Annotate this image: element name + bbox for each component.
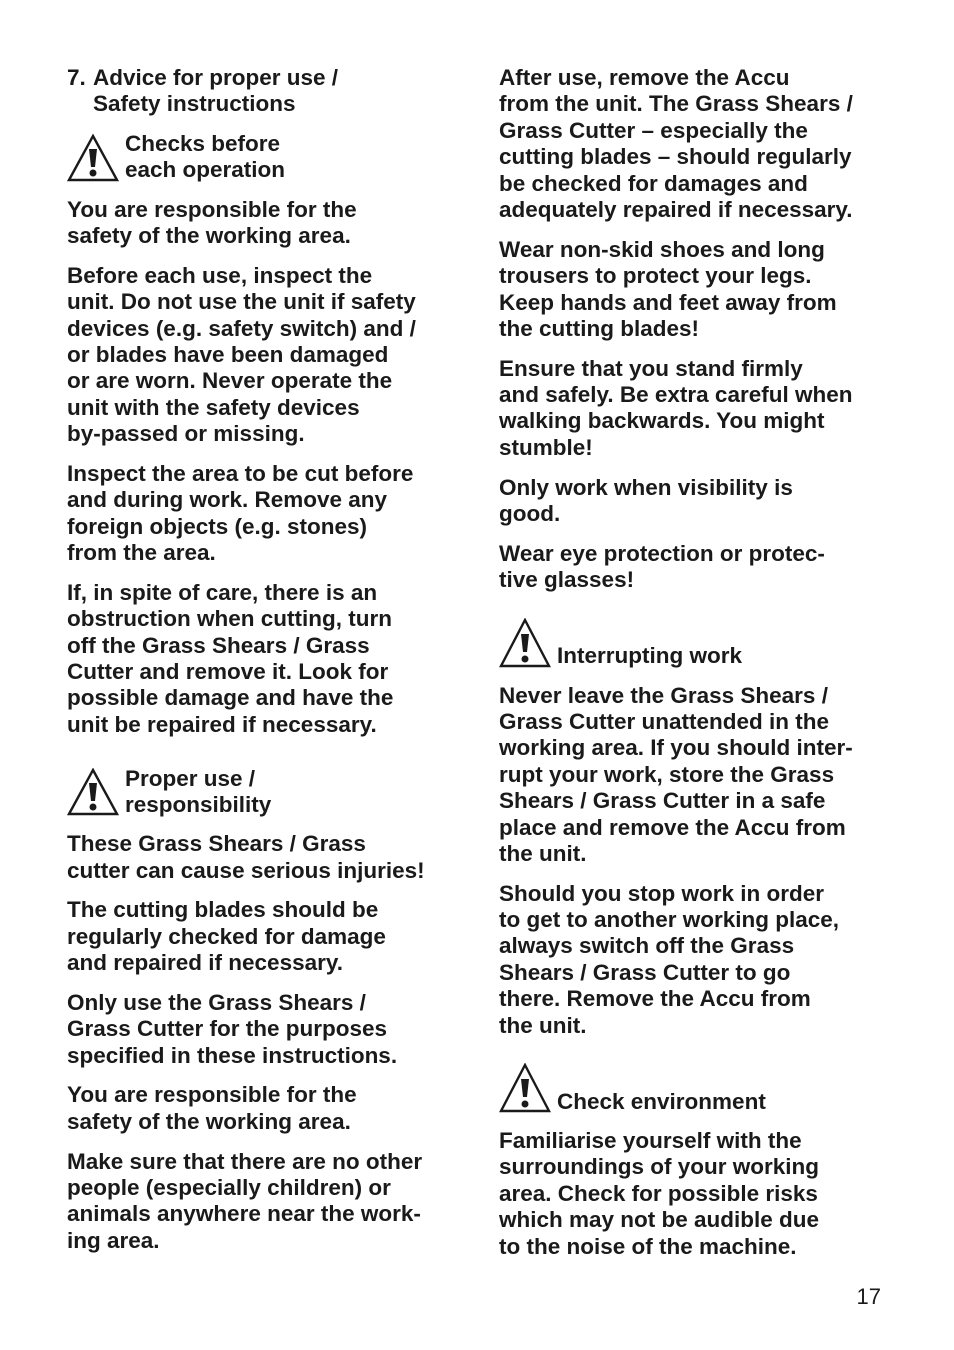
spacer [67,752,459,766]
left-column [67,65,459,1268]
warning-icon [67,134,125,184]
paragraph: Wear eye protection or protec- tive glasses! [499,540,825,593]
paragraph: Wear non-skid shoes and long trousers to protect your legs. Keep hands and feet away from the cutting blades! [499,236,837,341]
paragraph: Only use the Grass Shears / Grass Cutter for the purposes specified in these instructions. [67,989,398,1068]
warning-icon [67,768,125,818]
proper-use-heading [67,766,459,819]
section-title: Advice for proper use / Safety instructions [93,65,339,117]
paragraph: Should you stop work in order to get to another working place, always switch off the Grass Shears / Grass Cutter to go there. Remove the Accu from the unit. [499,880,840,1038]
paragraph: Familiarise yourself with the surroundings of your working area. Check for possible risks which may not be audible due to the noise of the machine. [499,1128,820,1259]
paragraph: If, in spite of care, there is an obstruction when cutting, turn off the Grass Shears / Grass Cutter and remove it. Look for possible damage and have the unit be repaired if necessary. [67,579,394,737]
checks-heading-text: Checks before each operation [125,130,286,183]
paragraph: Ensure that you stand firmly and safely. Be extra careful when walking backwards. You might stumble! [499,355,853,460]
proper-use-heading-text: Proper use / responsibility [125,765,272,817]
checks-heading [67,131,459,184]
section-heading [67,65,459,118]
paragraph: These Grass Shears / Grass cutter can cause serious injuries! [67,831,425,883]
paragraph: Make sure that there are no other people (especially children) or animals anywhere near the work- ing area. [67,1148,423,1253]
interrupting-work-heading [499,618,891,670]
paragraph: Only work when visibility is good. [499,474,793,526]
paragraph: The cutting blades should be regularly checked for damage and repaired if necessary. [67,897,386,976]
paragraph: You are responsible for the safety of the working area. [67,1082,357,1134]
paragraph: Never leave the Grass Shears / Grass Cutter unattended in the working area. If you should inter- rupt your work, store the Grass Shears / Grass Cutter in a safe place and remove the Accu from the unit. [499,682,853,866]
paragraph: Before each use, inspect the unit. Do not use the unit if safety devices (e.g. safety switch) and / or blades have been damaged or are worn. Never operate the unit with the safety devices by-passed or missing. [67,262,416,447]
warning-icon [499,618,557,670]
paragraph: You are responsible for the safety of the working area. [67,196,357,249]
interrupting-work-heading-text: Interrupting work [557,643,742,669]
page-number: 17 [856,1284,881,1309]
section-number: 7. [67,65,86,90]
paragraph: Inspect the area to be cut before and during work. Remove any foreign objects (e.g. stones) from the area. [67,460,414,566]
paragraph: After use, remove the Accu from the unit. The Grass Shears / Grass Cutter – especially the cutting blades – should regularly be checked for damages and adequately repaired if necessary. [499,65,853,223]
check-environment-heading-text: Check environment [557,1088,766,1114]
right-column [499,65,891,1273]
check-environment-heading [499,1063,891,1115]
warning-icon [499,1063,557,1115]
